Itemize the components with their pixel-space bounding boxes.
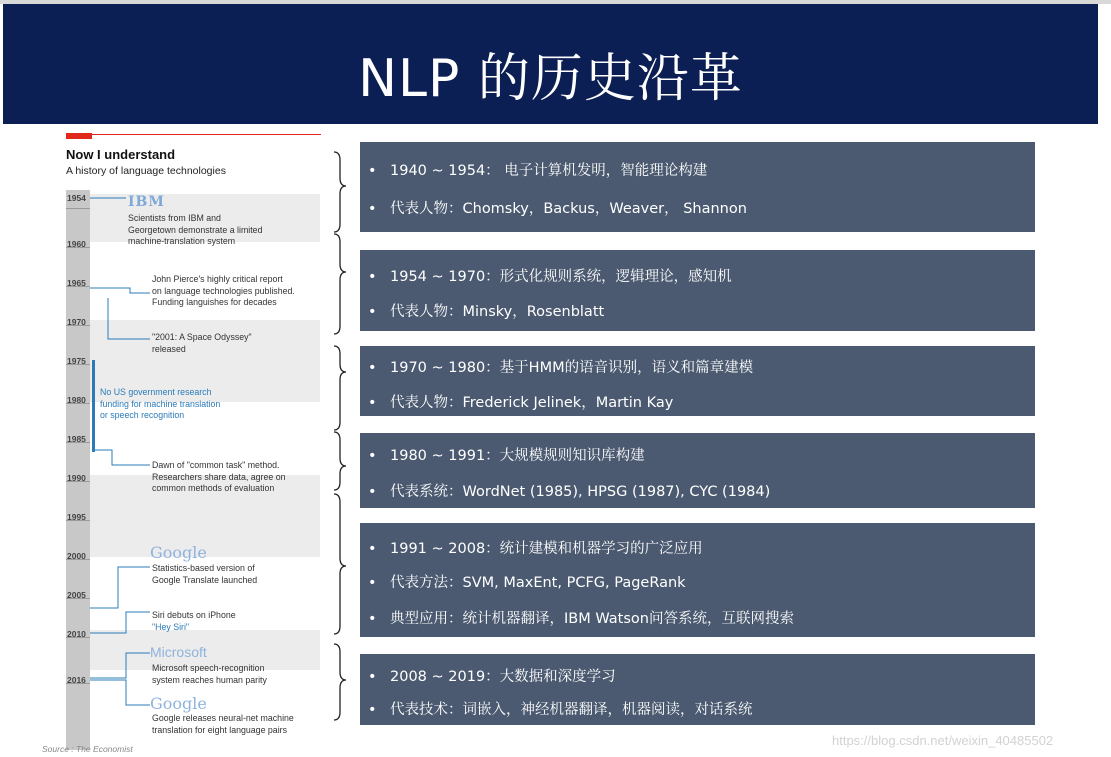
bullet: • xyxy=(368,484,377,500)
source-note: Source : The Economist xyxy=(42,744,133,754)
funding-gap-bar xyxy=(92,360,95,452)
slide-title: NLP 的历史沿革 xyxy=(358,49,743,109)
year-label: 1985 xyxy=(67,434,86,444)
event-no-funding: No US government research funding for machine translation or speech recognition xyxy=(100,387,221,420)
bullet: • xyxy=(368,702,377,718)
year-label: 1970 xyxy=(67,317,86,327)
event-google-translate: Statistics-based version of Google Translate launched xyxy=(152,563,258,585)
era-box-1970 xyxy=(360,346,1035,416)
bullet: • xyxy=(368,163,377,179)
era-detail: 代表人物：Frederick Jelinek，Martin Kay xyxy=(390,395,674,411)
era-braces xyxy=(330,140,360,740)
event-siri: Siri debuts on iPhone xyxy=(152,610,236,620)
era-heading: 1940 ~ 1954： 电子计算机发明，智能理论构建 xyxy=(390,163,708,179)
era-heading: 2008 ~ 2019：大数据和深度学习 xyxy=(390,669,616,685)
era-box-1980 xyxy=(360,433,1035,508)
event-hey-siri: "Hey Siri" xyxy=(152,622,190,632)
era-detail: 代表系统：WordNet (1985), HPSG (1987), CYC (1984) xyxy=(390,484,771,500)
year-label: 1954 xyxy=(67,193,86,203)
google-logo: Google xyxy=(150,694,207,713)
year-label: 1960 xyxy=(67,239,86,249)
bullet: • xyxy=(368,541,377,557)
event-microsoft: Microsoft speech-recognition system reaches human parity xyxy=(152,663,267,685)
era-heading: 1954 ~ 1970：形式化规则系统，逻辑理论，感知机 xyxy=(390,269,732,285)
year-label: 2000 xyxy=(67,551,86,561)
era-detail: 典型应用：统计机器翻译，IBM Watson问答系统，互联网搜索 xyxy=(390,611,794,627)
watermark: https://blog.csdn.net/weixin_40485502 xyxy=(832,733,1054,748)
year-label: 2016 xyxy=(67,675,86,685)
era-detail: 代表技术：词嵌入，神经机器翻译，机器阅读，对话系统 xyxy=(390,702,753,718)
bullet: • xyxy=(368,395,377,411)
year-label: 1990 xyxy=(67,473,86,483)
era-detail: 代表方法：SVM, MaxEnt, PCFG, PageRank xyxy=(390,575,686,591)
bullet: • xyxy=(368,611,377,627)
bullet: • xyxy=(368,304,377,320)
google-logo: Google xyxy=(150,543,207,562)
event-odyssey: "2001: A Space Odyssey" released xyxy=(152,332,252,354)
year-label: 1975 xyxy=(67,356,86,366)
era-detail: 代表人物：Minsky，Rosenblatt xyxy=(390,304,605,320)
year-label: 2010 xyxy=(67,629,86,639)
event-google-nn: Google releases neural-net machine translation for eight language pairs xyxy=(152,713,294,735)
timeline-infographic xyxy=(60,130,325,757)
bullet: • xyxy=(368,448,377,464)
bullet: • xyxy=(368,360,377,376)
era-heading: 1980 ~ 1991：大规模规则知识库构建 xyxy=(390,448,645,464)
era-detail: 代表人物：Chomsky，Backus，Weaver， Shannon xyxy=(390,201,747,217)
year-label: 1995 xyxy=(67,512,86,522)
year-label: 1980 xyxy=(67,395,86,405)
bullet: • xyxy=(368,201,377,217)
era-box-1954 xyxy=(360,250,1035,331)
ibm-logo: IBM xyxy=(128,194,165,210)
event-common-task: Dawn of "common task" method. Researchers share data, agree on common methods of evaluation xyxy=(152,460,286,493)
slide-header xyxy=(3,4,1098,124)
event-ibm: Scientists from IBM and Georgetown demonstrate a limited machine-translation system xyxy=(128,213,263,246)
bullet: • xyxy=(368,669,377,685)
bullet: • xyxy=(368,575,377,591)
year-label: 2005 xyxy=(67,590,86,600)
era-box-1991 xyxy=(360,523,1035,637)
era-heading: 1991 ~ 2008：统计建模和机器学习的广泛应用 xyxy=(390,541,703,557)
era-box-2008 xyxy=(360,654,1035,725)
event-pierce: John Pierce's highly critical report on language technologies published. Funding languishes for decades xyxy=(152,274,295,307)
timeline-title: Now I understand xyxy=(66,147,176,162)
microsoft-logo: Microsoft xyxy=(150,644,207,660)
bullet: • xyxy=(368,269,377,285)
era-box-1940 xyxy=(360,142,1035,232)
year-label: 1965 xyxy=(67,278,86,288)
era-heading: 1970 ~ 1980：基于HMM的语音识别，语义和篇章建模 xyxy=(390,360,754,376)
timeline-subtitle: A history of language technologies xyxy=(66,165,226,177)
